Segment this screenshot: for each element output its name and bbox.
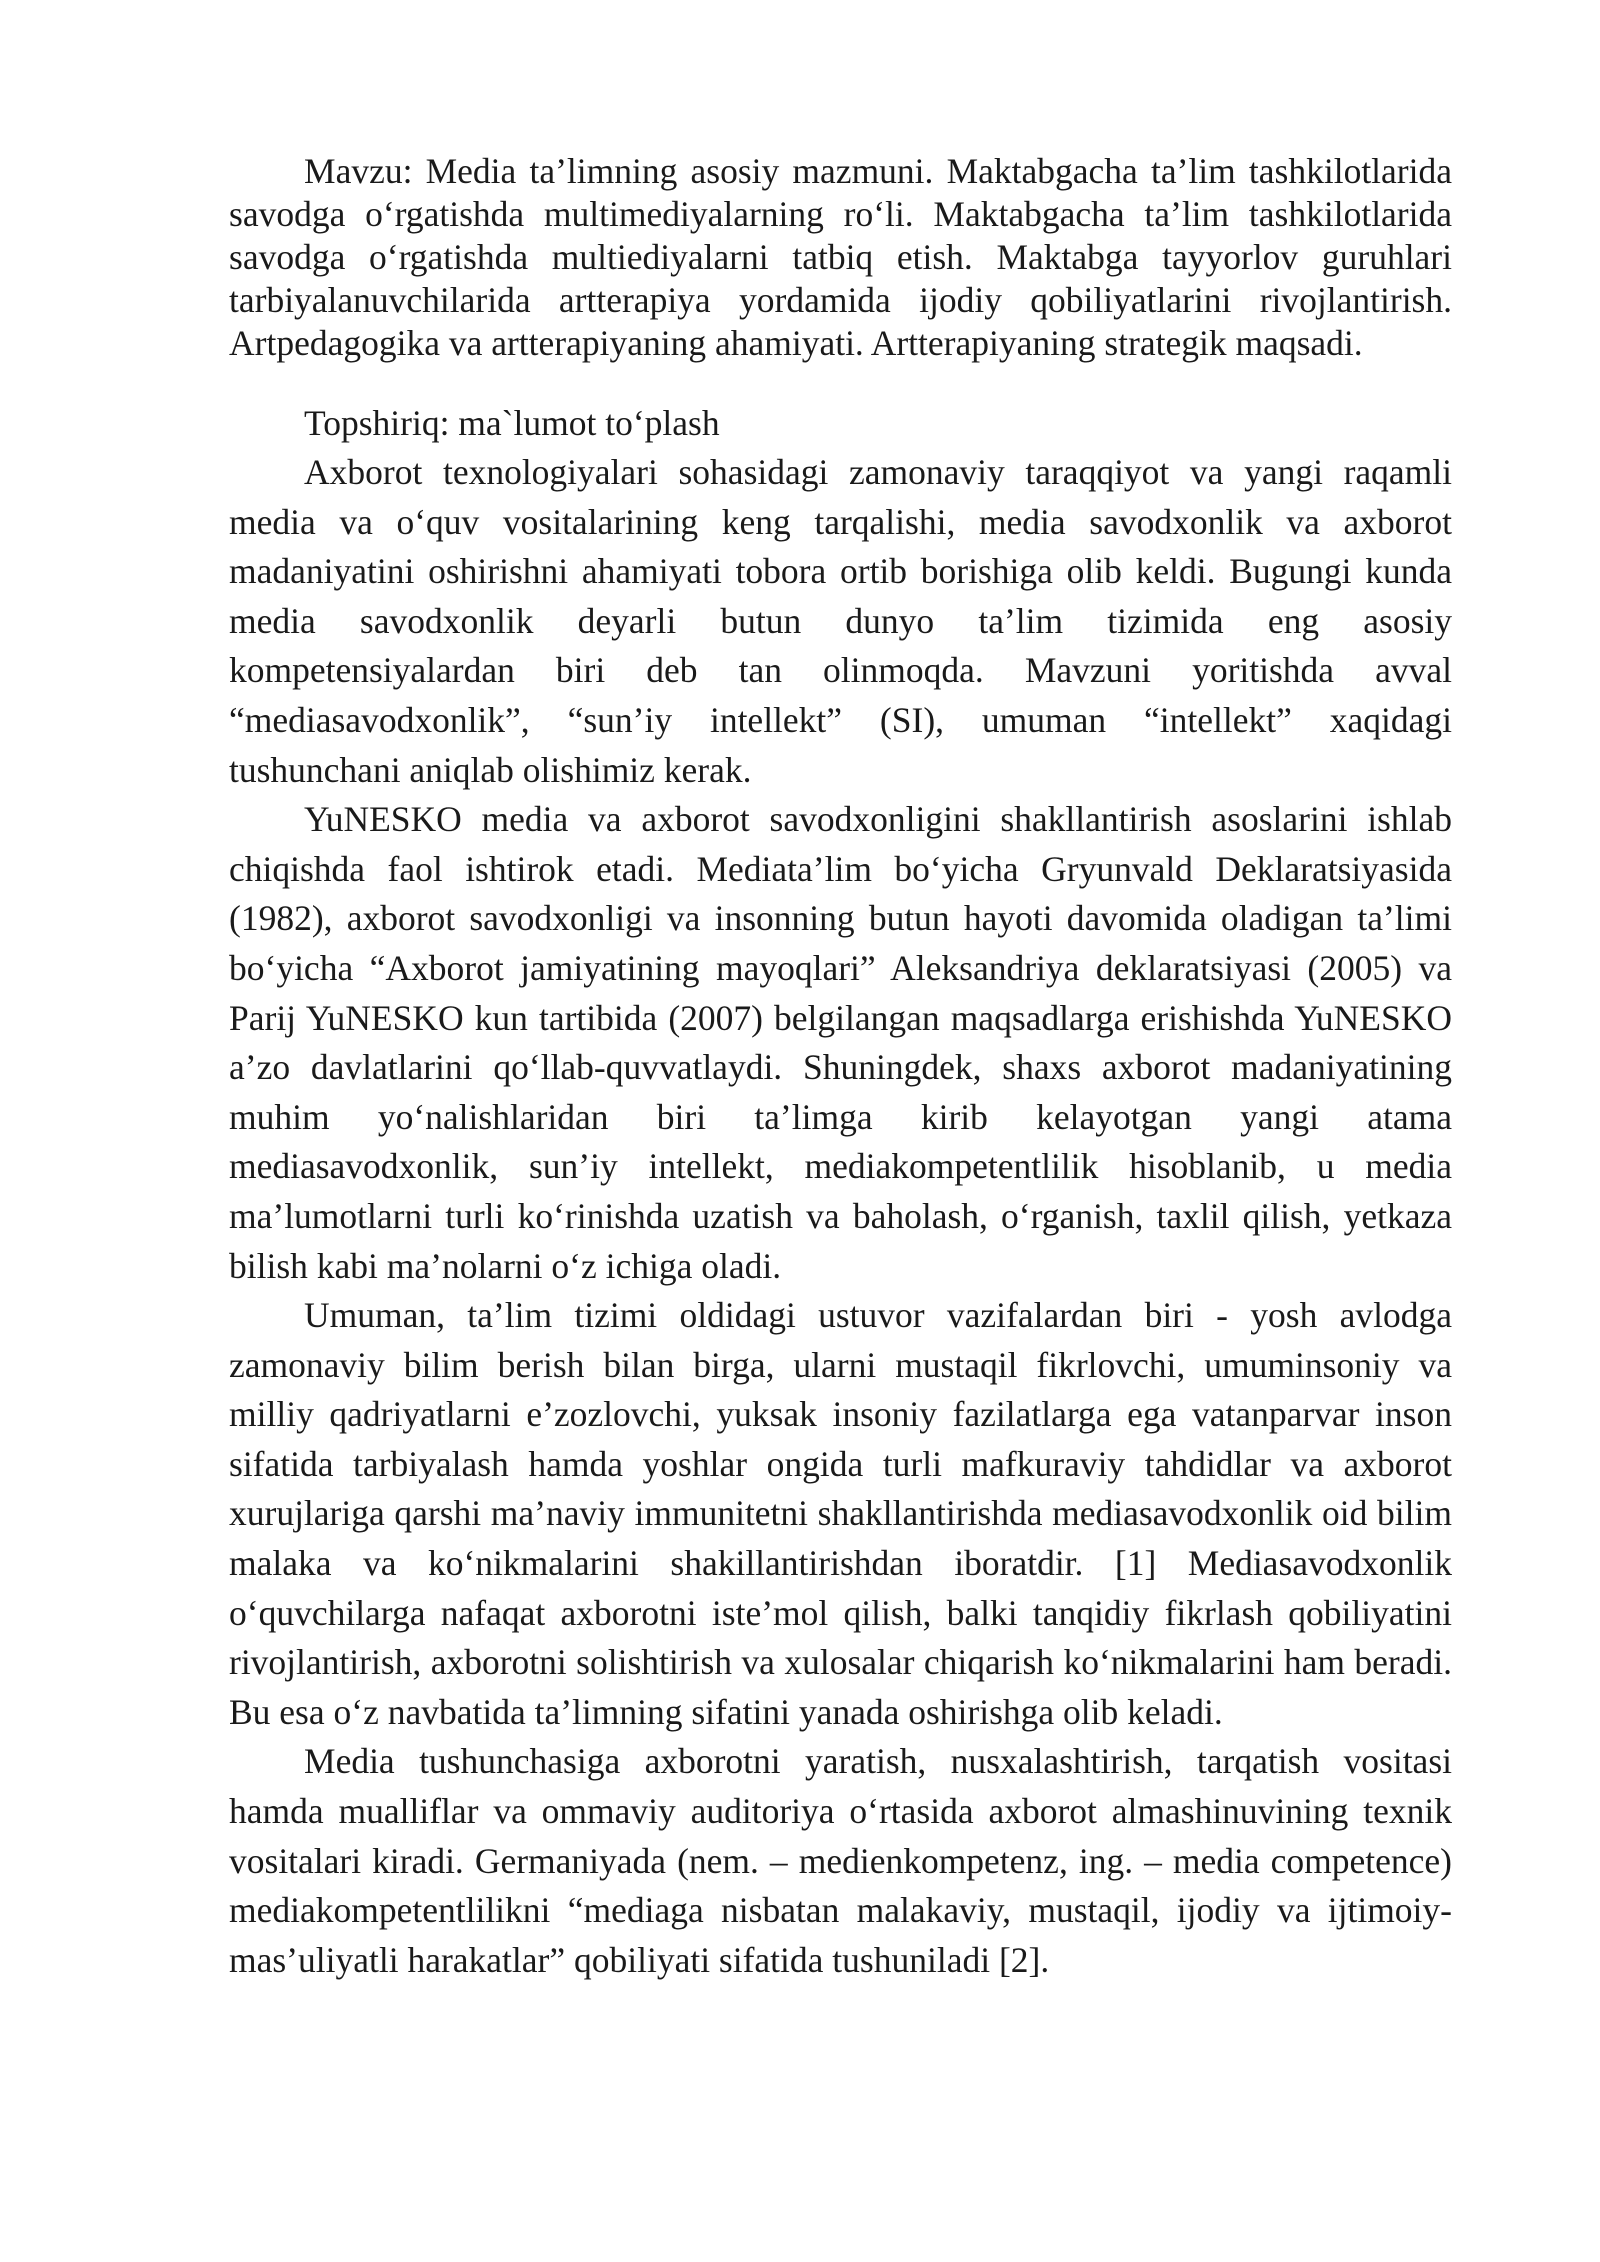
document-page <box>229 150 1452 1985</box>
body-paragraph-4: Media tushunchasiga axborotni yaratish, nusxalashtirish, tarqatish vositasi hamda mualliflar va ommaviy auditoriya o‘rtasida axborot almashinuvining texnik vositalari kiradi. Germaniyada (nem. – medienkompetenz, ing. – media competence) mediakompetentlilikni “mediaga nisbatan malakaviy, mustaqil, ijodiy va ijtimoiy-mas’uliyatli harakatlar” qobiliyati sifatida tushuniladi [2]. <box>229 1741 1452 1980</box>
task-heading: Topshiriq: ma`lumot to‘plash <box>304 403 720 443</box>
body-paragraph-3: Umuman, ta’lim tizimi oldidagi ustuvor vazifalardan biri - yosh avlodga zamonaviy bilim berish bilan birga, ularni mustaqil fikrlovchi, umuminsoniy va milliy qadriyatlarni e’zozlovchi, yuksak insoniy fazilatlarga ega vatanparvar inson sifatida tarbiyalash hamda yoshlar ongida turli mafkuraviy tahdidlar va axborot xurujlariga qarshi ma’naviy immunitetni shakllantirishda mediasavodxonlik oid bilim malaka va ko‘nikmalarini shakillantirishdan iboratdir. [1] Mediasavodxonlik o‘quvchilarga nafaqat axborotni iste’mol qilish, balki tanqidiy fikrlash qobiliyatini rivojlantirish, axborotni solishtirish va xulosalar chiqarish ko‘nikmalarini ham beradi. Bu esa o‘z navbatida ta’limning sifatini yanada oshirishga olib keladi. <box>229 1295 1452 1732</box>
body-paragraph-2: YuNESKO media va axborot savodxonligini shakllantirish asoslarini ishlab chiqishda faol ishtirok etadi. Mediata’lim bo‘yicha Gryunvald Deklaratsiyasida (1982), axborot savodxonligi va insonning butun hayoti davomida oladigan ta’limi bo‘yicha “Axborot jamiyatining mayoqlari” Aleksandriya deklaratsiyasi (2005) va Parij YuNESKO kun tartibida (2007) belgilangan maqsadlarga erishishda YuNESKO a’zo davlatlarini qo‘llab-quvvatlaydi. Shuningdek, shaxs axborot madaniyatining muhim yo‘nalishlaridan biri ta’limga kirib kelayotgan yangi atama mediasavodxonlik, sun’iy intellekt, mediakompetentlilik hisoblanib, u media ma’lumotlarni turli ko‘rinishda uzatish va baholash, o‘rganish, taxlil qilish, yetkaza bilish kabi ma’nolarni o‘z ichiga oladi. <box>229 799 1452 1286</box>
topic-paragraph: Mavzu: Media ta’limning asosiy mazmuni. Maktabgacha ta’lim tashkilotlarida savodga o‘rgatishda multimediyalarning ro‘li. Maktabgacha ta’lim tashkilotlarida savodga o‘rgatishda multiediyalarni tatbiq etish. Maktabga tayyorlov guruhlari tarbiyalanuvchilarida artterapiya yordamida ijodiy qobiliyatlarini rivojlantirish. Artpedagogika va artterapiyaning ahamiyati. Artterapiyaning strategik maqsadi. <box>229 151 1452 363</box>
body-paragraph-1: Axborot texnologiyalari sohasidagi zamonaviy taraqqiyot va yangi raqamli media va o‘quv vositalarining keng tarqalishi, media savodxonlik va axborot madaniyatini oshirishni ahamiyati tobora ortib borishiga olib keldi. Bugungi kunda media savodxonlik deyarli butun dunyo ta’lim tizimida eng asosiy kompetensiyalardan biri deb tan olinmoqda. Mavzuni yoritishda avval “mediasavodxonlik”, “sun’iy intellekt” (SI), umuman “intellekt” xaqidagi tushunchani aniqlab olishimiz kerak. <box>229 452 1452 790</box>
